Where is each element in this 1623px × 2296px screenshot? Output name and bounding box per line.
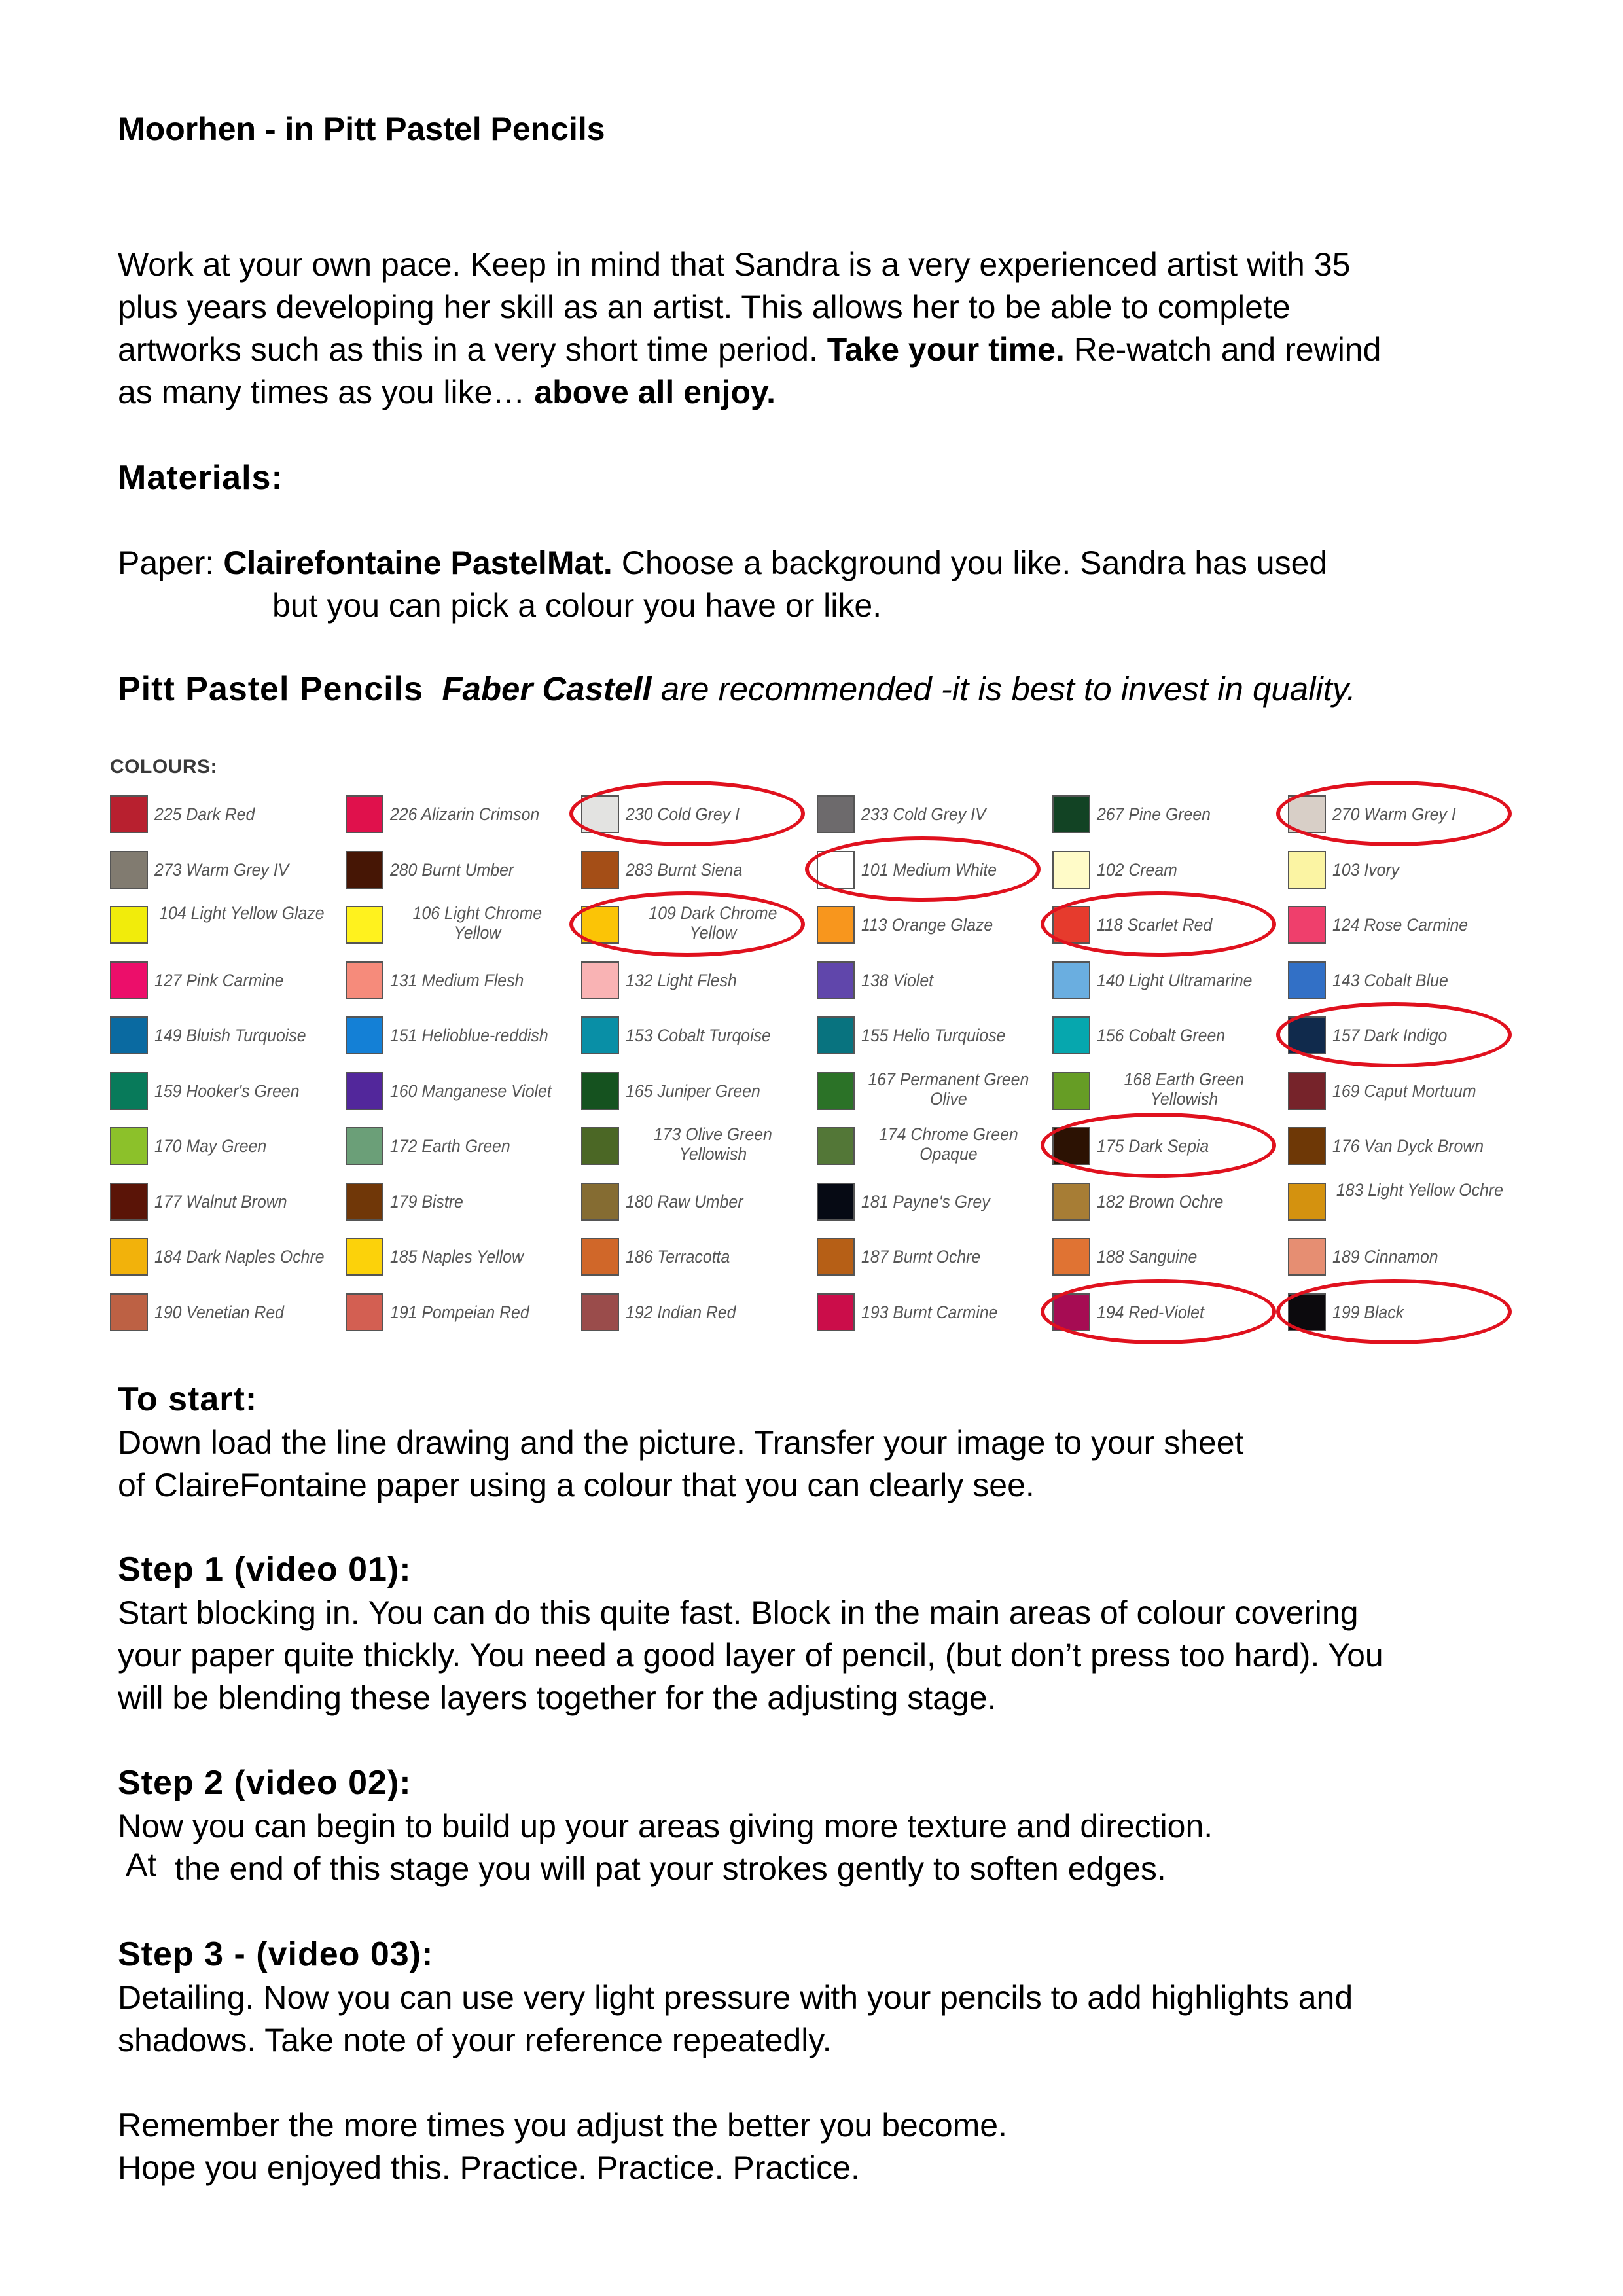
colour-label: 140 Light Ultramarine <box>1097 970 1253 990</box>
colour-label: 167 Permanent Green Olive <box>868 1069 1029 1109</box>
colour-swatch <box>1288 961 1326 999</box>
colour-label: 177 Walnut Brown <box>154 1191 287 1211</box>
colour-label: 155 Helio Turquiose <box>861 1026 1006 1045</box>
colour-label: 188 Sanguine <box>1097 1247 1198 1266</box>
colour-chart <box>105 740 1531 1355</box>
selected-colour-circle <box>1276 1279 1512 1344</box>
paper-name: Clairefontaine PastelMat. <box>223 545 613 581</box>
intro-text: as many times as you like… <box>118 374 535 410</box>
colour-label: 113 Orange Glaze <box>861 915 993 935</box>
selected-colour-circle <box>1041 1279 1276 1344</box>
colour-swatch <box>346 906 383 944</box>
colour-swatch <box>1052 851 1090 889</box>
colour-swatch <box>581 961 619 999</box>
colour-swatch <box>1288 906 1326 944</box>
paper-paragraph <box>118 542 1327 627</box>
step2-at: At <box>126 1846 157 1883</box>
colour-label: 185 Naples Yellow <box>390 1247 524 1266</box>
step1-line: your paper quite thickly. You need a good layer of pencil, (but don’t press too hard). You <box>118 1637 1383 1674</box>
colour-swatch <box>581 851 619 889</box>
colour-label: 233 Cold Grey IV <box>861 804 986 824</box>
colour-swatch <box>817 1016 855 1054</box>
colour-swatch <box>110 1127 148 1165</box>
colour-label: 190 Venetian Red <box>154 1302 284 1322</box>
colour-swatch <box>346 961 383 999</box>
colour-label: 280 Burnt Umber <box>390 859 514 880</box>
colour-swatch <box>817 1293 855 1331</box>
colour-label: 157 Dark Indigo <box>1332 1026 1448 1045</box>
closing-line: Hope you enjoyed this. Practice. Practice. Practice. <box>118 2149 860 2186</box>
intro-line <box>118 371 1381 414</box>
colour-label: 267 Pine Green <box>1097 804 1211 824</box>
colour-swatch <box>817 906 855 944</box>
intro-line <box>118 329 1381 371</box>
intro-line: Work at your own pace. Keep in mind that Sandra is a very experienced artist with 35 <box>118 246 1351 283</box>
colour-swatch <box>581 1183 619 1221</box>
colour-label: 270 Warm Grey I <box>1332 804 1456 824</box>
colour-swatch <box>110 1072 148 1110</box>
colour-swatch <box>346 851 383 889</box>
step3-line: Detailing. Now you can use very light pressure with your pencils to add highlights and <box>118 1979 1353 2016</box>
step1-line: Start blocking in. You can do this quite fast. Block in the main areas of colour covering <box>118 1594 1359 1631</box>
colour-swatch <box>1052 1072 1090 1110</box>
colour-swatch <box>346 1016 383 1054</box>
colour-swatch <box>110 906 148 944</box>
colour-label: 132 Light Flesh <box>626 970 737 990</box>
colour-swatch <box>110 795 148 833</box>
colour-label: 151 Helioblue-reddish <box>390 1026 548 1045</box>
colour-swatch <box>817 1183 855 1221</box>
colour-swatch <box>1052 1183 1090 1221</box>
colour-label: 138 Violet <box>861 970 934 990</box>
step1-line: will be blending these layers together for the adjusting stage. <box>118 1679 997 1716</box>
colour-label: 176 Van Dyck Brown <box>1332 1136 1484 1156</box>
colour-swatch <box>346 1293 383 1331</box>
colour-swatch <box>1052 1238 1090 1276</box>
colour-label: 283 Burnt Siena <box>626 859 743 880</box>
step3-line: shadows. Take note of your reference repeatedly. <box>118 2022 832 2058</box>
colour-swatch <box>817 1072 855 1110</box>
colour-swatch <box>110 961 148 999</box>
paper-label: Paper: <box>118 545 224 581</box>
colour-swatch <box>346 1183 383 1221</box>
selected-colour-circle <box>805 836 1041 902</box>
selected-colour-circle <box>1276 781 1512 846</box>
start-heading: To start: <box>118 1380 258 1418</box>
colour-swatch <box>110 1183 148 1221</box>
colour-label: 106 Light Chrome Yellow <box>412 903 543 942</box>
colour-swatch <box>1288 1183 1326 1221</box>
colour-swatch <box>581 1016 619 1054</box>
colour-label: 191 Pompeian Red <box>390 1302 529 1322</box>
step3-paragraph <box>118 1977 1353 2062</box>
colour-label: 230 Cold Grey I <box>626 804 740 824</box>
intro-paragraph <box>118 243 1381 414</box>
paper-text: Choose a background you like. Sandra has used <box>612 545 1328 581</box>
emphasis-take-your-time: Take your time. <box>827 331 1065 368</box>
colour-label: 143 Cobalt Blue <box>1332 970 1448 990</box>
colour-label: 169 Caput Mortuum <box>1332 1081 1476 1101</box>
colour-label: 104 Light Yellow Glaze <box>159 903 325 923</box>
colour-label: 183 Light Yellow Ochre <box>1336 1179 1503 1200</box>
page-title: Moorhen - in Pitt Pastel Pencils <box>118 111 605 147</box>
colour-swatch <box>346 795 383 833</box>
step2-line: Now you can begin to build up your areas giving more texture and direction. <box>118 1808 1213 1844</box>
intro-line: plus years developing her skill as an artist. This allows her to be able to complete <box>118 289 1291 325</box>
intro-text: Re-watch and rewind <box>1064 331 1382 368</box>
colour-label: 101 Medium White <box>861 859 997 880</box>
colour-swatch <box>346 1238 383 1276</box>
colour-label: 149 Bluish Turquoise <box>154 1026 306 1045</box>
colour-swatch <box>817 961 855 999</box>
colours-chart-title: COLOURS: <box>110 756 217 778</box>
colour-swatch <box>817 1127 855 1165</box>
colour-label: 186 Terracotta <box>626 1247 730 1266</box>
colour-label: 160 Manganese Violet <box>390 1081 552 1101</box>
colour-label: 181 Payne's Grey <box>861 1191 990 1211</box>
colour-swatch <box>110 1016 148 1054</box>
colour-label: 165 Juniper Green <box>626 1081 760 1101</box>
colour-swatch <box>110 1293 148 1331</box>
colour-label: 103 Ivory <box>1332 859 1400 880</box>
start-paragraph <box>118 1422 1243 1507</box>
selected-colour-circle <box>569 891 805 957</box>
colour-label: 127 Pink Carmine <box>154 970 284 990</box>
materials-heading: Materials: <box>118 459 283 497</box>
colour-label: 193 Burnt Carmine <box>861 1302 998 1322</box>
colour-label: 156 Cobalt Green <box>1097 1026 1226 1045</box>
pencils-line <box>118 668 1356 711</box>
selected-colour-circle <box>1041 1113 1276 1178</box>
colour-label: 131 Medium Flesh <box>390 970 524 990</box>
colour-swatch <box>110 851 148 889</box>
selected-colour-circle <box>1276 1002 1512 1067</box>
colour-swatch <box>817 795 855 833</box>
colour-label: 226 Alizarin Crimson <box>390 804 540 824</box>
colour-label: 118 Scarlet Red <box>1097 915 1213 935</box>
colour-label: 184 Dark Naples Ochre <box>154 1247 325 1266</box>
step2-paragraph <box>118 1805 1213 1890</box>
colour-label: 199 Black <box>1332 1302 1404 1322</box>
step2-line <box>118 1848 1213 1890</box>
colour-label: 180 Raw Umber <box>626 1191 743 1211</box>
emphasis-enjoy: above all enjoy. <box>534 374 776 410</box>
colour-swatch <box>581 1238 619 1276</box>
colour-label: 225 Dark Red <box>154 804 255 824</box>
colour-label: 179 Bistre <box>390 1191 463 1211</box>
paper-line <box>118 542 1327 584</box>
colour-label: 192 Indian Red <box>626 1302 736 1322</box>
colour-label: 174 Chrome Green Opaque <box>879 1124 1018 1164</box>
intro-text: artworks such as this in a very short time period. <box>118 331 827 368</box>
step2-text: the end of this stage you will pat your strokes gently to soften edges. <box>175 1850 1166 1887</box>
colour-swatch <box>581 1127 619 1165</box>
colour-label: 273 Warm Grey IV <box>154 859 289 880</box>
colour-label: 182 Brown Ochre <box>1097 1191 1224 1211</box>
selected-colour-circle <box>569 781 805 846</box>
step3-heading: Step 3 - (video 03): <box>118 1935 434 1973</box>
start-line: Down load the line drawing and the picture. Transfer your image to your sheet <box>118 1424 1244 1461</box>
step2-heading: Step 2 (video 02): <box>118 1764 412 1802</box>
colour-swatch <box>1288 1127 1326 1165</box>
closing-paragraph <box>118 2104 1007 2189</box>
colour-label: 173 Olive Green Yellowish <box>653 1124 772 1164</box>
colour-label: 187 Burnt Ochre <box>861 1247 981 1266</box>
colour-swatch <box>1288 851 1326 889</box>
colour-label: 102 Cream <box>1097 859 1177 880</box>
colour-swatch <box>581 1293 619 1331</box>
colour-swatch <box>110 1238 148 1276</box>
colour-swatch <box>1288 1238 1326 1276</box>
colour-label: 170 May Green <box>154 1136 267 1156</box>
colour-swatch <box>346 1072 383 1110</box>
colour-swatch <box>346 1127 383 1165</box>
colour-label: 124 Rose Carmine <box>1332 915 1469 935</box>
paper-line: but you can pick a colour you have or like. <box>272 587 882 624</box>
colour-label: 159 Hooker's Green <box>154 1081 300 1101</box>
colour-label: 168 Earth Green Yellowish <box>1124 1069 1245 1109</box>
colour-swatch <box>1052 961 1090 999</box>
colour-label: 172 Earth Green <box>390 1136 510 1156</box>
colour-swatch <box>581 1072 619 1110</box>
colour-swatch <box>1052 795 1090 833</box>
colour-swatch <box>1288 1072 1326 1110</box>
colour-label: 109 Dark Chrome Yellow <box>649 903 777 942</box>
colour-swatch <box>1052 1016 1090 1054</box>
colour-label: 153 Cobalt Turqoise <box>626 1026 771 1045</box>
colour-label: 175 Dark Sepia <box>1097 1136 1209 1156</box>
step1-paragraph <box>118 1592 1383 1719</box>
colour-swatch <box>817 1238 855 1276</box>
closing-line: Remember the more times you adjust the better you become. <box>118 2107 1007 2144</box>
selected-colour-circle <box>1041 891 1276 957</box>
pencils-text: are recommended -it is best to invest in quality. <box>651 670 1356 708</box>
pencils-brand: Faber Castell <box>442 670 652 708</box>
step1-heading: Step 1 (video 01): <box>118 1551 412 1588</box>
colour-label: 189 Cinnamon <box>1332 1247 1438 1266</box>
pencils-name: Pitt Pastel Pencils <box>118 670 423 708</box>
colour-label: 194 Red-Violet <box>1097 1302 1204 1322</box>
start-line: of ClaireFontaine paper using a colour that you can clearly see. <box>118 1467 1035 1503</box>
